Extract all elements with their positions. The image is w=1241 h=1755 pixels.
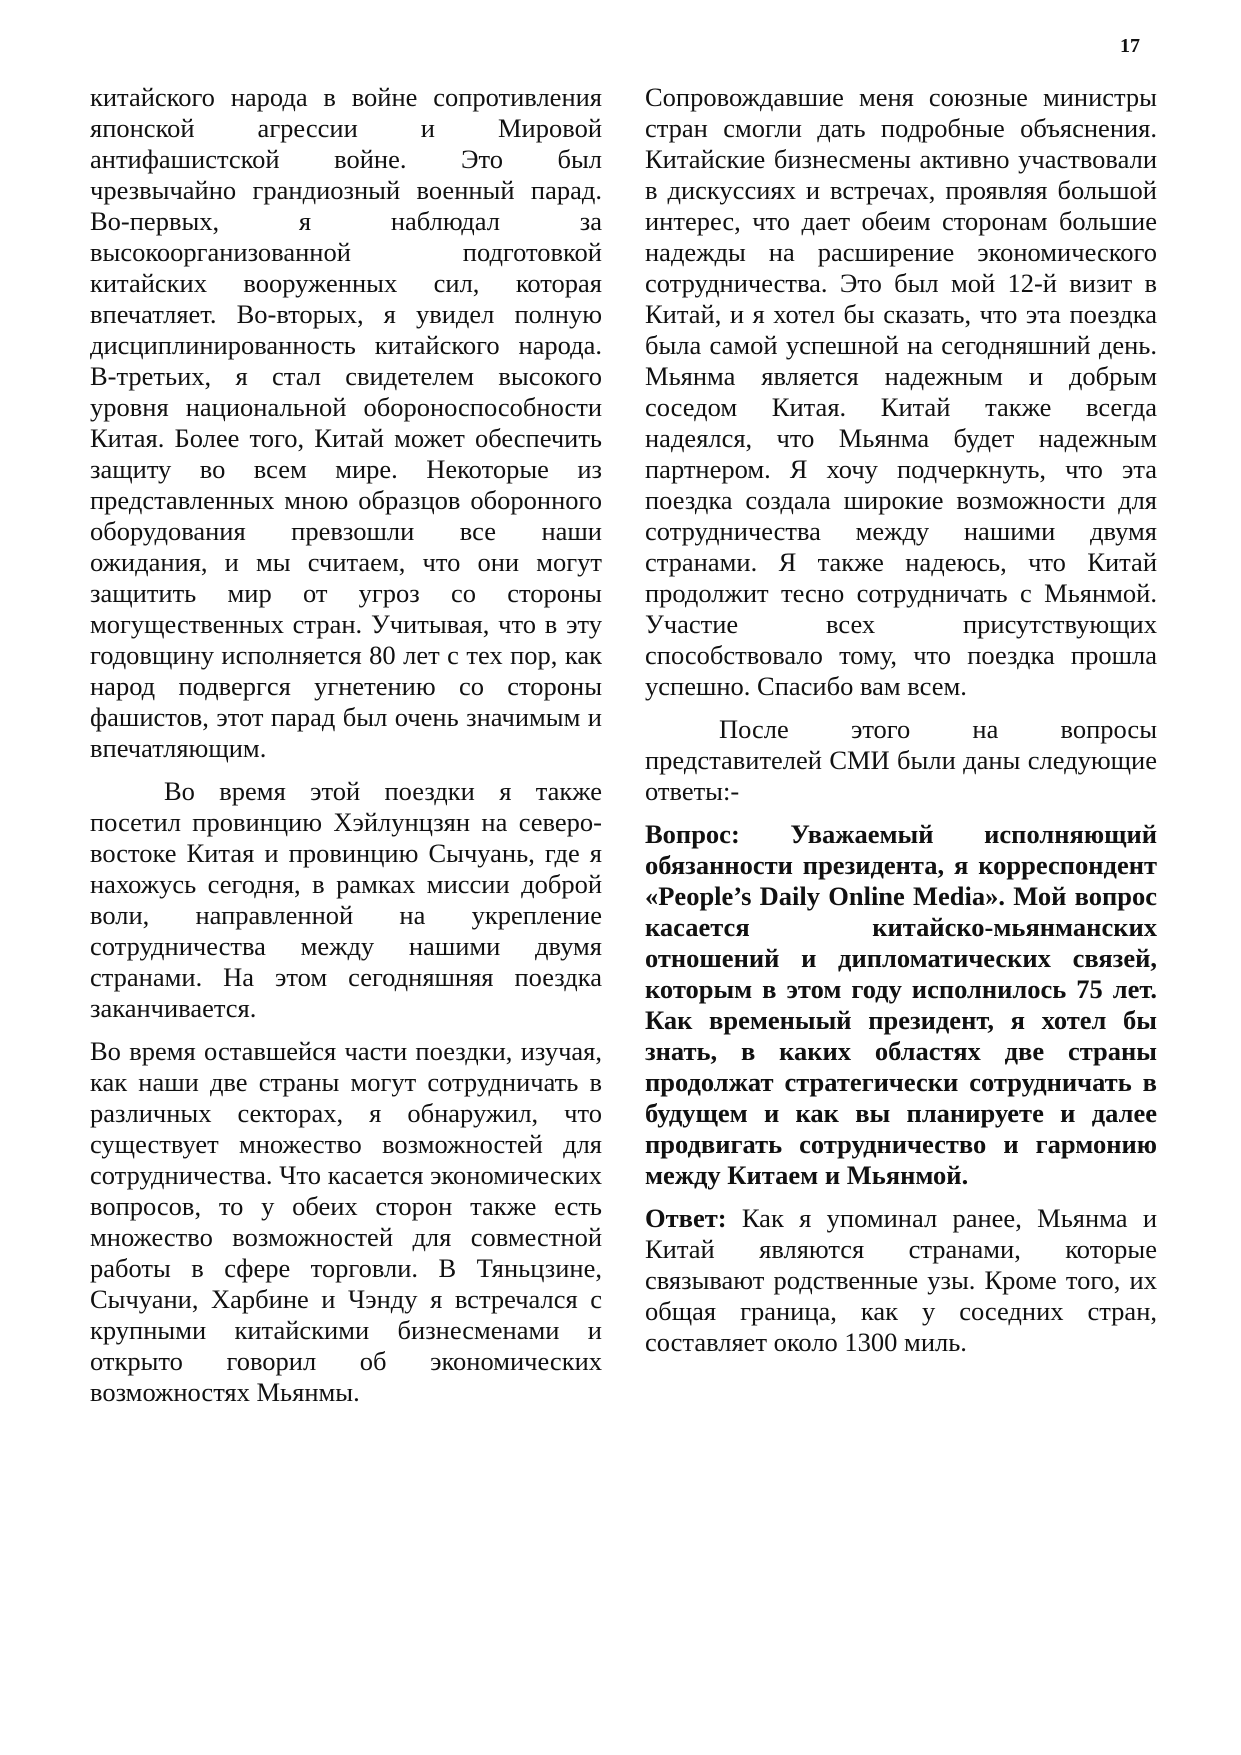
right-column: [645, 82, 1157, 1370]
left-paragraph-2: Во время этой поездки я также посетил провинцию Хэйлунцзян на северо-востоке Китая и провинцию Сычуань, где я нахожусь сегодня, в рамках миссии доброй воли, направленной на укрепление сотрудничества между нашими двумя странами. На этом сегодняшняя поездка заканчивается.: [90, 776, 602, 1023]
question-paragraph: Вопрос: Уважаемый исполняющий обязанности президента, я корреспондент «People’s Daily Online Media». Мой вопрос касается китайско-мьянманских отношений и дипломатических связей, которым в этом году исполнилось 75 лет. Как временыый президент, я хотел бы знать, в каких областях две страны продолжат стратегически сотрудничать в будущем и как вы планируете и далее продвигать сотрудничество и гармонию между Китаем и Мьянмой.: [645, 819, 1157, 1190]
answer-label: Ответ:: [645, 1203, 727, 1233]
answer-paragraph: [645, 1203, 1157, 1358]
left-column: [90, 82, 602, 1420]
page-number: 17: [1120, 35, 1140, 57]
left-paragraph-1: китайского народа в войне сопротивления японской агрессии и Мировой антифашистской войне. Это был чрезвычайно грандиозный военный парад. Во-первых, я наблюдал за высокоорганизованной подготовкой китайских вооруженных сил, которая впечатляет. Во-вторых, я увидел полную дисциплинированность китайского народа. В-третьих, я стал свидетелем высокого уровня национальной обороноспособности Китая. Более того, Китай может обеспечить защиту во всем мире. Некоторые из представленных мною образцов оборонного оборудования превзошли все наши ожидания, и мы считаем, что они могут защитить мир от угроз со стороны могущественных стран. Учитывая, что в эту годовщину исполняется 80 лет с тех пор, как народ подвергся угнетению со стороны фашистов, этот парад был очень значимым и впечатляющим.: [90, 82, 602, 763]
right-paragraph-2: После этого на вопросы представителей СМИ были даны следующие ответы:-: [645, 714, 1157, 806]
left-paragraph-3: Во время оставшейся части поездки, изучая, как наши две страны могут сотрудничать в различных секторах, я обнаружил, что существует множество возможностей для сотрудничества. Что касается экономических вопросов, то у обеих сторон также есть множество возможностей для совместной работы в сфере торговли. В Тяньцзине, Сычуани, Харбине и Чэнду я встречался с крупными китайскими бизнесменами и открыто говорил об экономических возможностях Мьянмы.: [90, 1036, 602, 1407]
right-paragraph-1: Сопровождавшие меня союзные министры стран смогли дать подробные объяснения. Китайские бизнесмены активно участвовали в дискуссиях и встречах, проявляя большой интерес, что дает обеим сторонам большие надежды на расширение экономического сотрудничества. Это был мой 12-й визит в Китай, и я хотел бы сказать, что эта поездка была самой успешной на сегодняшний день. Мьянма является надежным и добрым соседом Китая. Китай также всегда надеялся, что Мьянма будет надежным партнером. Я хочу подчеркнуть, что эта поездка создала широкие возможности для сотрудничества между нашими двумя странами. Я также надеюсь, что Китай продолжит тесно сотрудничать с Мьянмой. Участие всех присутствующих способствовало тому, что поездка прошла успешно. Спасибо вам всем.: [645, 82, 1157, 701]
answer-text: Как я упоминал ранее, Мьянма и Китай являются странами, которые связывают родственные узы. Кроме того, их общая граница, как у соседних стран, составляет около 1300 миль.: [645, 1203, 1157, 1357]
